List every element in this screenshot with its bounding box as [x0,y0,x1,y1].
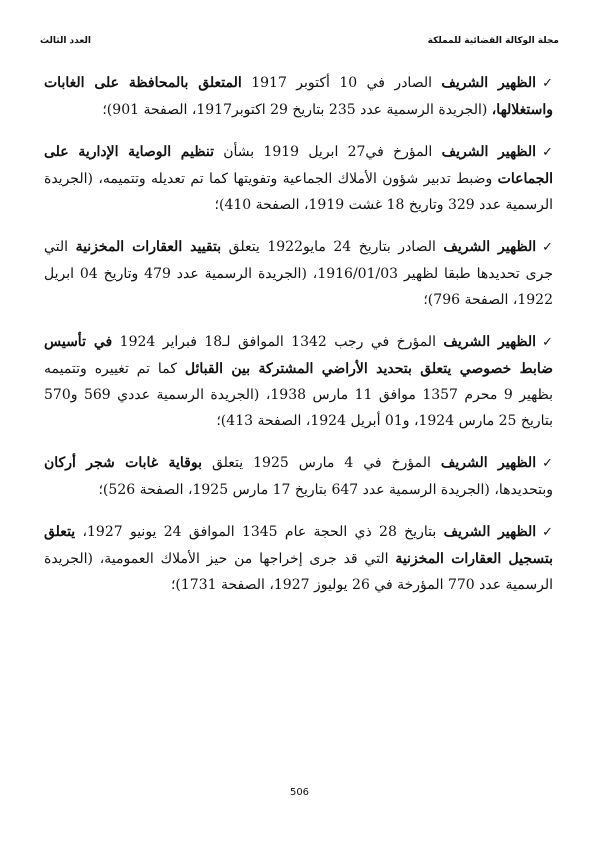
decree-item-5 [44,450,553,503]
journal-title: مجلة الوكالة القضائية للمملكة [427,36,559,46]
decree-item-3 [44,234,553,313]
decree-reference: (الجريدة الرسمية عدد 235 بتاريخ 29 اكتوبر1917، الصفحة 901)؛ [102,102,492,118]
decree-item-4 [44,329,553,434]
check-icon: ✓ [542,525,554,540]
decree-text: المؤرخ في 4 مارس 1925 يتعلق [201,455,441,471]
check-icon: ✓ [542,145,553,160]
decree-label: الظهير الشريف [443,524,537,540]
decree-label: الظهير الشريف [443,334,537,350]
decree-item-6 [44,519,553,598]
issue-label: العدد الثالث [40,36,91,46]
decree-label: الظهير الشريف [440,455,537,471]
decree-reference: وضبط تدبير شؤون الأملاك الجماعية وتفويتها كما تم تعديله وتتميمه، (الجريدة الرسمية عدد 329 وتاريخ 18 غشت 1919، الصفحة 410)؛ [44,171,553,213]
decree-subject: يتعلق بتسجيل العقارات المخزنية [44,524,553,567]
check-icon: ✓ [542,335,553,350]
decree-text: المؤرخ في27 ابريل 1919 بشأن [213,144,442,160]
decree-subject: تنظيم الوصاية الإدارية على الجماعات [44,144,553,187]
decree-label: الظهير الشريف [441,144,537,160]
decree-reference: وبتحديدها، (الجريدة الرسمية عدد 647 بتاريخ 17 مارس 1925، الصفحة 526)؛ [98,482,553,498]
decree-text: بتاريخ 28 ذي الحجة عام 1345 الموافق 24 يونيو 1927، [75,524,444,540]
decree-reference: التي قد جرى إخراجها من حيز الأملاك العمومية، (الجريدة الرسمية عدد 770 المؤرخة في 26 يوليوز 1927، الصفحة 1731)؛ [44,551,553,593]
check-icon: ✓ [542,76,553,91]
decree-text: المؤرخ في رجب 1342 الموافق لـ18 فبراير 1924 [112,334,444,350]
decree-label: الظهير الشريف [443,239,537,255]
decree-label: الظهير الشريف [441,75,537,91]
decree-reference: التي جرى تحديدها طبقا لظهير 1916/01/03، (الجريدة الرسمية عدد 479 وتاريخ 04 ابريل 1922، الصفحة 796)؛ [44,239,553,308]
decree-list [44,70,553,614]
decree-subject: بتقييد العقارات المخزنية [75,239,222,255]
decree-reference: كما تم تغييره وتتميمه بظهير 9 محرم 1357 موافق 11 مارس 1938، (الجريدة الرسمية عددي 569 و570 بتاريخ 25 مارس 1924، و01 أبريل 1924، الصفحة 413)؛ [44,361,553,429]
decree-subject: في تأسيس ضابط خصوصي يتعلق بتحديد الأراضي المشتركة بين القبائل [44,334,553,377]
decree-subject: المتعلق بالمحافظة على الغابات واستغلالها، [44,75,553,118]
check-icon: ✓ [542,456,553,471]
check-icon: ✓ [542,240,554,255]
page-header [40,36,559,46]
decree-text: الصادر بتاريخ 24 مايو1922 يتعلق [221,239,444,255]
decree-subject: بوقاية غابات شجر أركان [44,455,202,471]
decree-item-1 [44,70,553,123]
page-number: 506 [289,787,310,798]
decree-text: الصادر في 10 أكتوبر 1917 [241,75,442,91]
decree-item-2 [44,139,553,218]
